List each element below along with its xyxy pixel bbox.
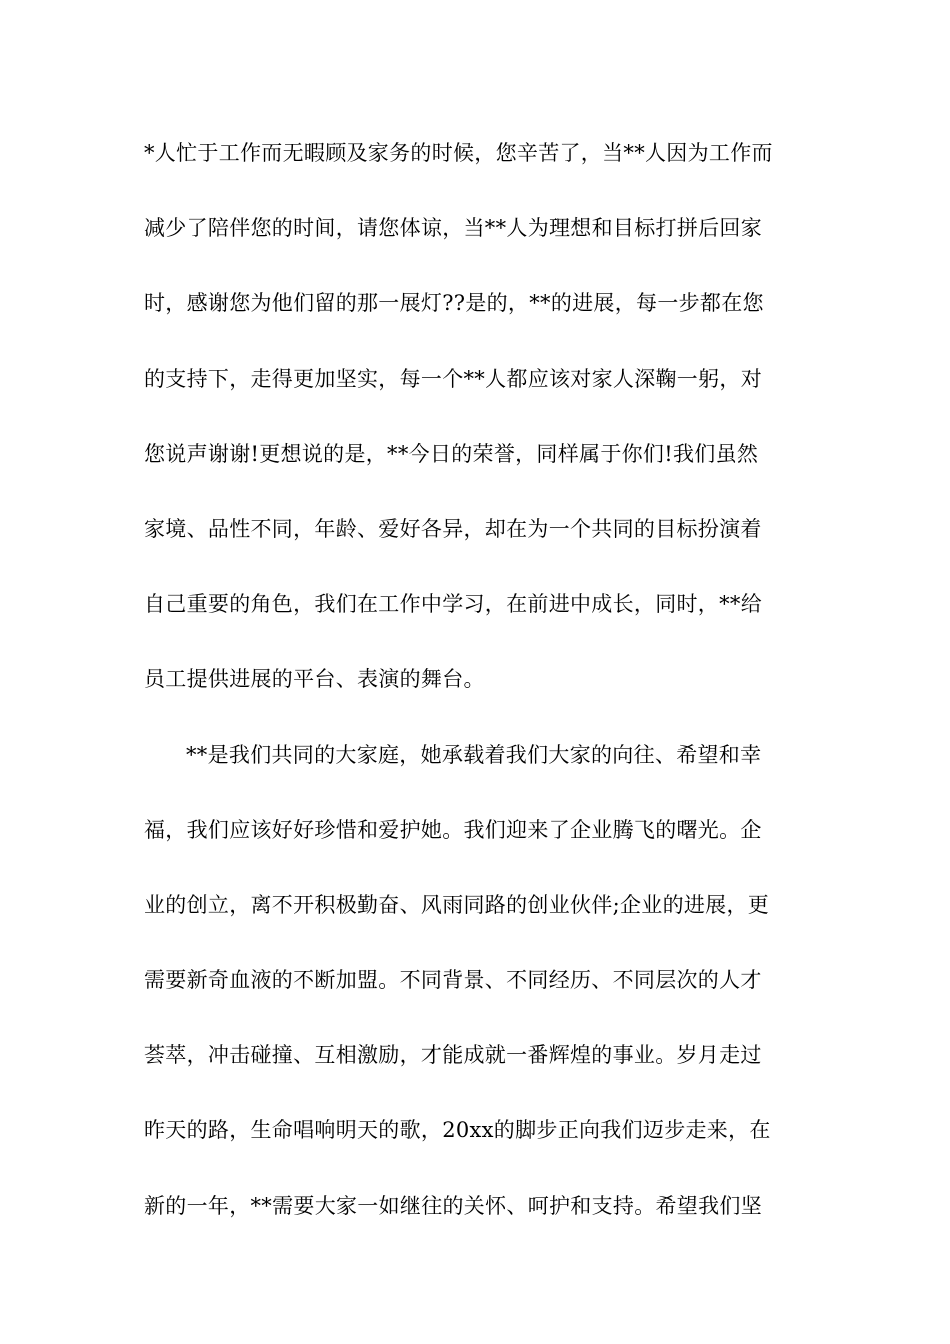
text-line: 的支持下，走得更加坚实，每一个**人都应该对家人深鞠一躬，对 xyxy=(144,366,762,391)
paragraph-first-line: **是我们共同的大家庭，她承载着我们大家的向往、希望和幸 xyxy=(186,742,762,767)
text-line: 减少了陪伴您的时间，请您体谅，当**人为理想和目标打拼后回家 xyxy=(144,216,762,241)
body-text xyxy=(144,132,809,1260)
text-line: 您说声谢谢!更想说的是，**今日的荣誉，同样属于你们!我们虽然 xyxy=(144,441,759,466)
text-line: 昨天的路，生命唱响明天的歌，20xx的脚步正向我们迈步走来，在 xyxy=(144,1118,771,1143)
text-line: *人忙于工作而无暇顾及家务的时候，您辛苦了，当**人因为工作而 xyxy=(144,141,773,165)
text-line: 自己重要的角色，我们在工作中学习，在前进中成长，同时，**给 xyxy=(144,592,762,617)
text-line: 福，我们应该好好珍惜和爱护她。我们迎来了企业腾飞的曙光。企 xyxy=(144,817,762,842)
text-line: 员工提供进展的平台、表演的舞台。 xyxy=(144,667,485,692)
text-line: 荟萃，冲击碰撞、互相激励，才能成就一番辉煌的事业。岁月走过 xyxy=(144,1043,762,1068)
text-line: 新的一年，**需要大家一如继往的关怀、呵护和支持。希望我们坚 xyxy=(144,1193,762,1218)
text-line: 需要新奇血液的不断加盟。不同背景、不同经历、不同层次的人才 xyxy=(144,968,762,993)
text-line: 家境、品性不同，年龄、爱好各异，却在为一个共同的目标扮演着 xyxy=(144,516,762,541)
text-line: 时，感谢您为他们留的那一展灯??是的，**的进展，每一步都在您 xyxy=(144,291,764,316)
text-line: 业的创立，离不开积极勤奋、风雨同路的创业伙伴;企业的进展，更 xyxy=(144,892,770,917)
